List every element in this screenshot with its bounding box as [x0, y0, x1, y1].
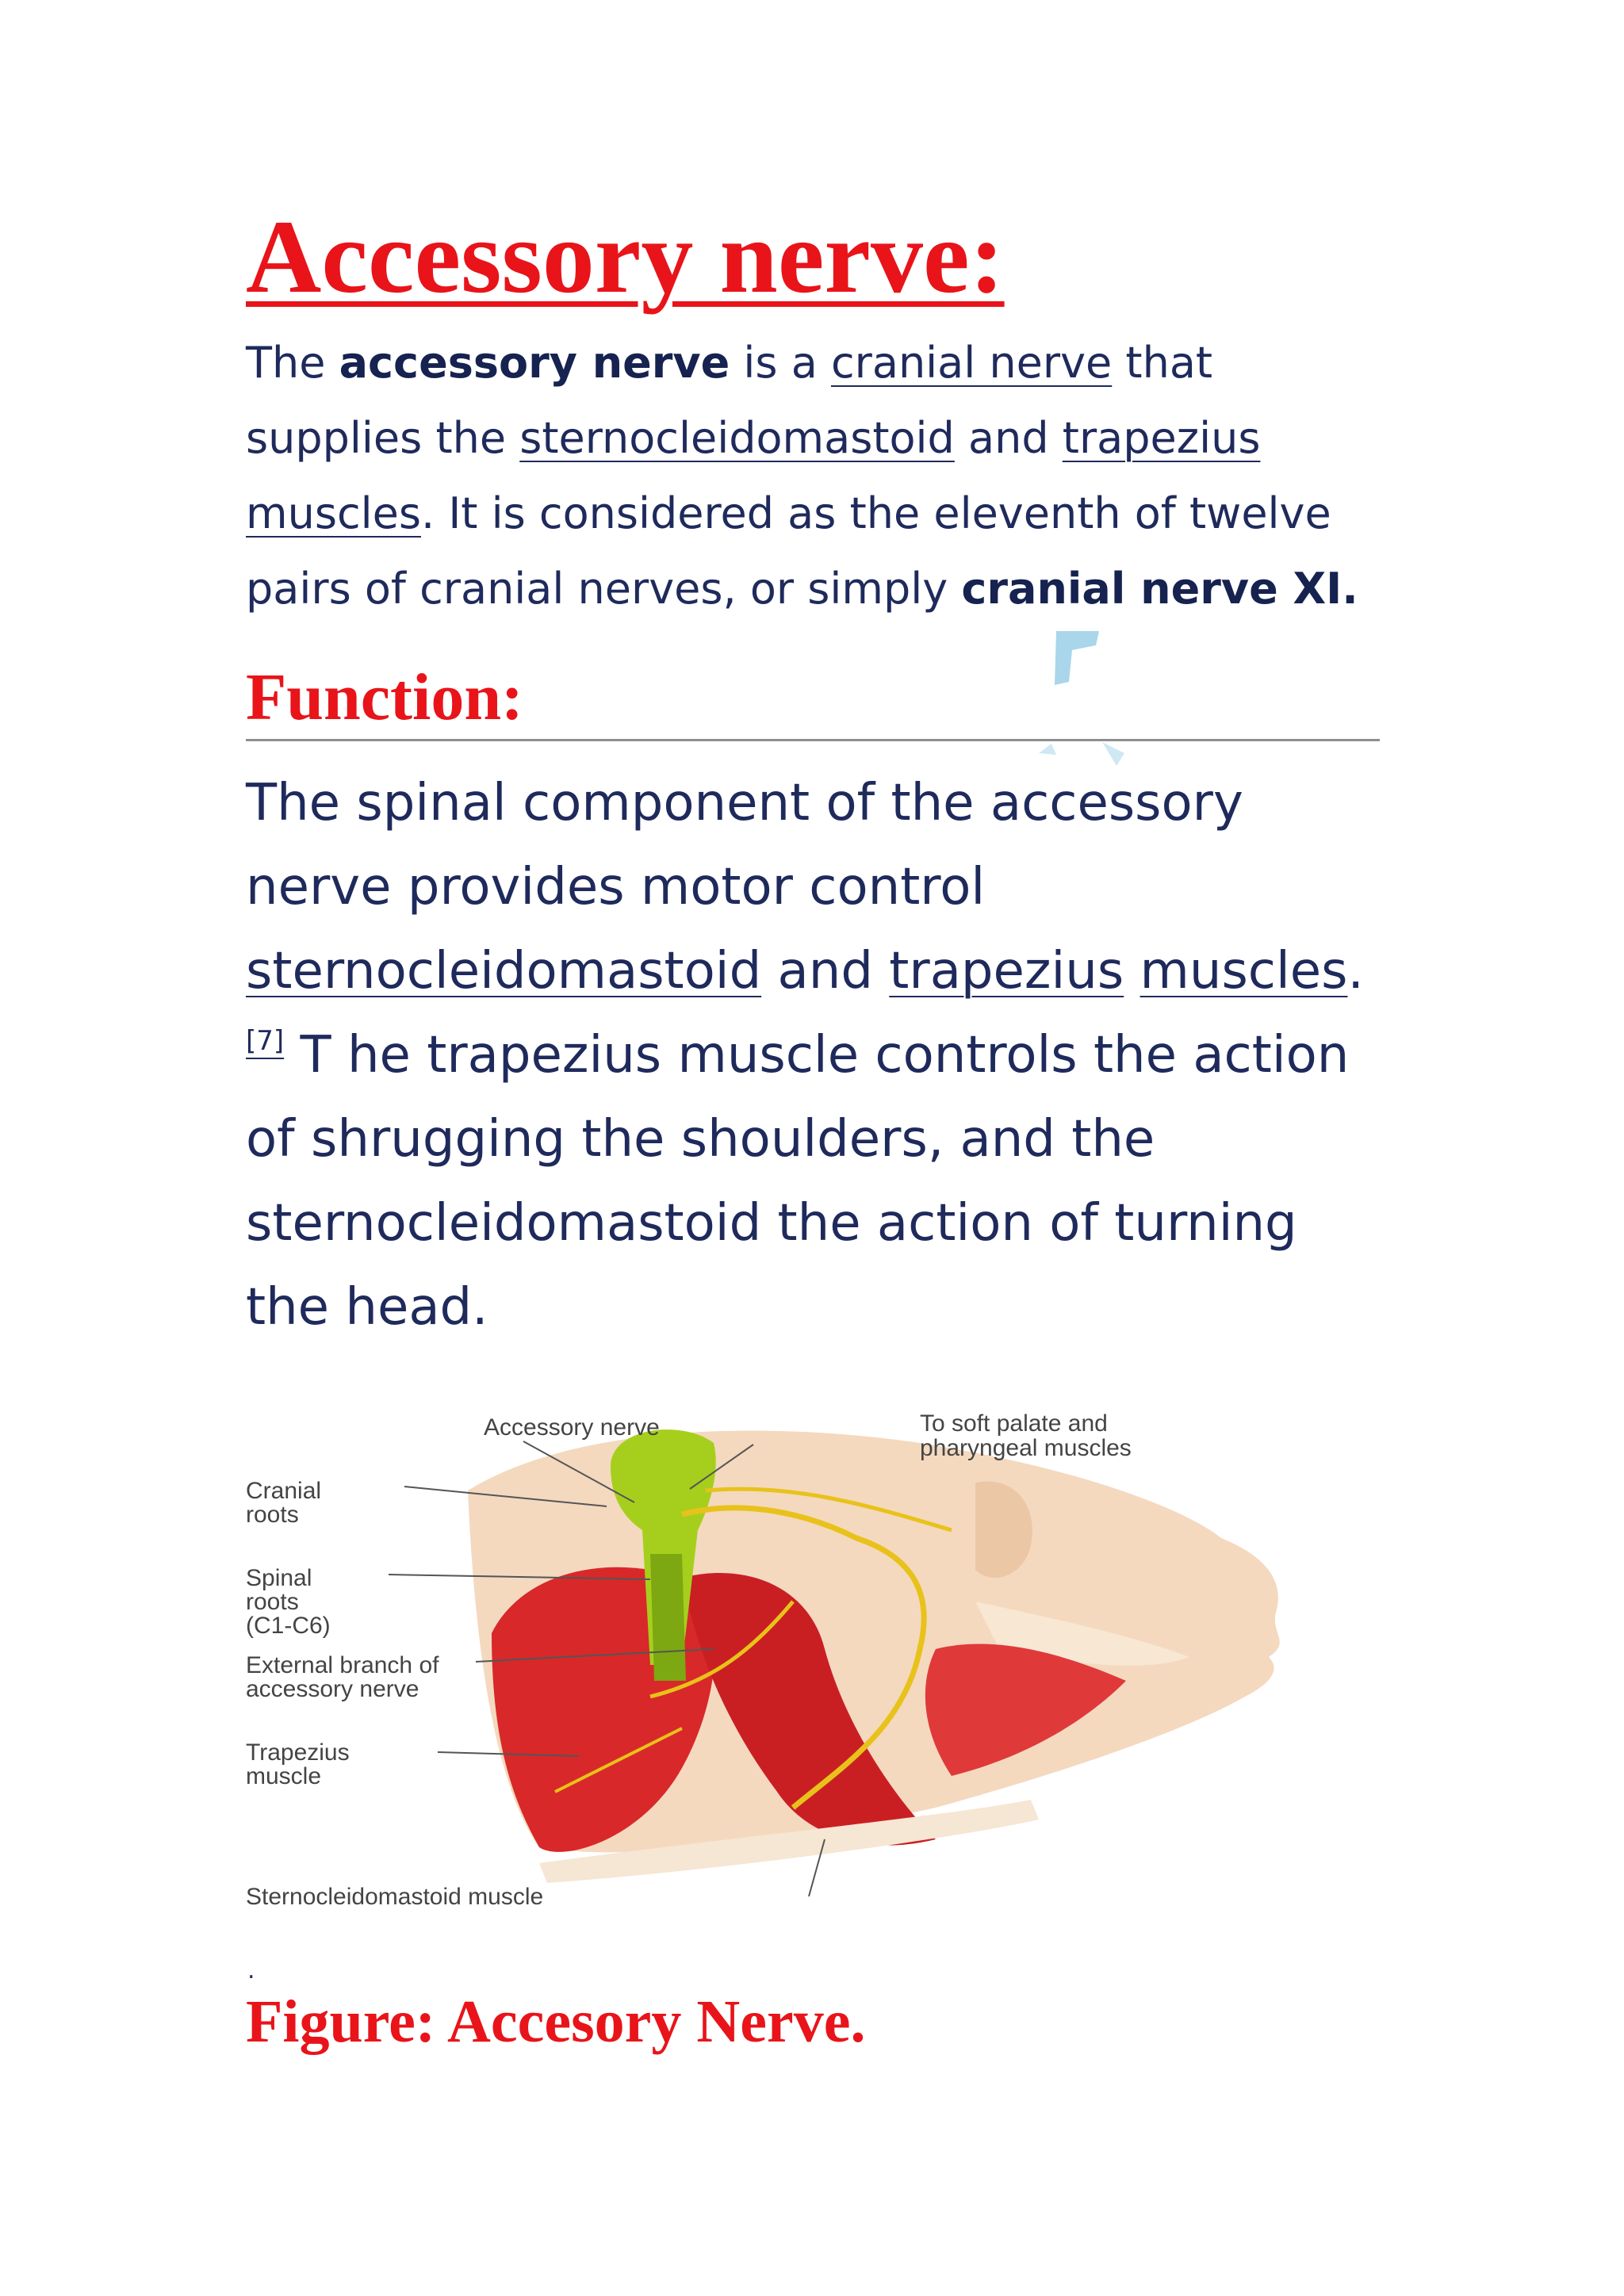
intro-text-5: . It is considered as the eleventh of twelve pairs of cranial nerves, or simply — [246, 488, 1331, 614]
function-text-5: T he trapezius muscle controls the action of shrugging the shoulders, and the sternocleidomastoid the action of turning the head. — [246, 1026, 1350, 1337]
label-external-line1: External branch of — [246, 1652, 439, 1678]
intro-text-1: The — [246, 338, 339, 388]
label-spinal-line3: (C1-C6) — [246, 1613, 331, 1639]
label-soft-palate-line2: pharyngeal muscles — [920, 1435, 1132, 1461]
function-paragraph — [246, 761, 1396, 1349]
function-heading: Function: — [246, 660, 524, 734]
intro-bold-accessory-nerve: accessory nerve — [339, 338, 730, 388]
stray-dot: . — [247, 1957, 255, 1984]
link-muscles[interactable]: muscles — [1139, 942, 1348, 1001]
label-spinal-line2: roots — [246, 1589, 299, 1615]
intro-paragraph — [246, 325, 1372, 626]
link-cranial-nerve[interactable]: cranial nerve — [830, 338, 1113, 388]
intro-text-2: is a — [730, 338, 831, 388]
function-text-1: The spinal component of the accessory nerve provides motor control — [246, 774, 1243, 916]
link-trapezius[interactable]: trapezius — [889, 942, 1124, 1001]
intro-text-4: and — [954, 413, 1063, 463]
label-external-line2: accessory nerve — [246, 1676, 419, 1702]
link-sternocleidomastoid-2[interactable]: sternocleidomastoid — [246, 942, 762, 1001]
section-divider — [246, 739, 1380, 741]
label-scm: Sternocleidomastoid muscle — [246, 1884, 544, 1910]
neck-anatomy-illustration — [238, 1395, 1388, 1919]
function-text-4: . — [1347, 942, 1364, 1001]
link-sternocleidomastoid[interactable]: sternocleidomastoid — [519, 413, 955, 463]
page-title: Accessory nerve: — [246, 198, 1005, 315]
label-trapezius-line1: Trapezius — [246, 1739, 350, 1766]
link-trapezius-muscles[interactable]: trapezius muscles — [246, 413, 1261, 538]
function-text-2: and — [761, 942, 890, 1001]
label-accessory-nerve: Accessory nerve — [484, 1414, 660, 1441]
decorative-brush-mark — [1023, 626, 1150, 769]
figure-caption: Figure: Accesory Nerve. — [246, 1988, 866, 2055]
label-soft-palate-line1: To soft palate and — [920, 1410, 1108, 1437]
label-spinal-line1: Spinal — [246, 1565, 312, 1591]
spinal-cord-shape — [650, 1554, 686, 1681]
intro-text-3: that supplies the — [246, 338, 1213, 463]
intro-bold-cranial-nerve-xi: cranial nerve XI. — [961, 564, 1358, 614]
label-cranial-line1: Cranial — [246, 1478, 322, 1504]
anatomy-figure — [238, 1395, 1388, 1919]
function-text-3 — [1124, 942, 1139, 1001]
label-trapezius-line2: muscle — [246, 1763, 322, 1789]
label-cranial-line2: roots — [246, 1502, 299, 1528]
reference-link-7[interactable]: [7] — [246, 1025, 285, 1057]
